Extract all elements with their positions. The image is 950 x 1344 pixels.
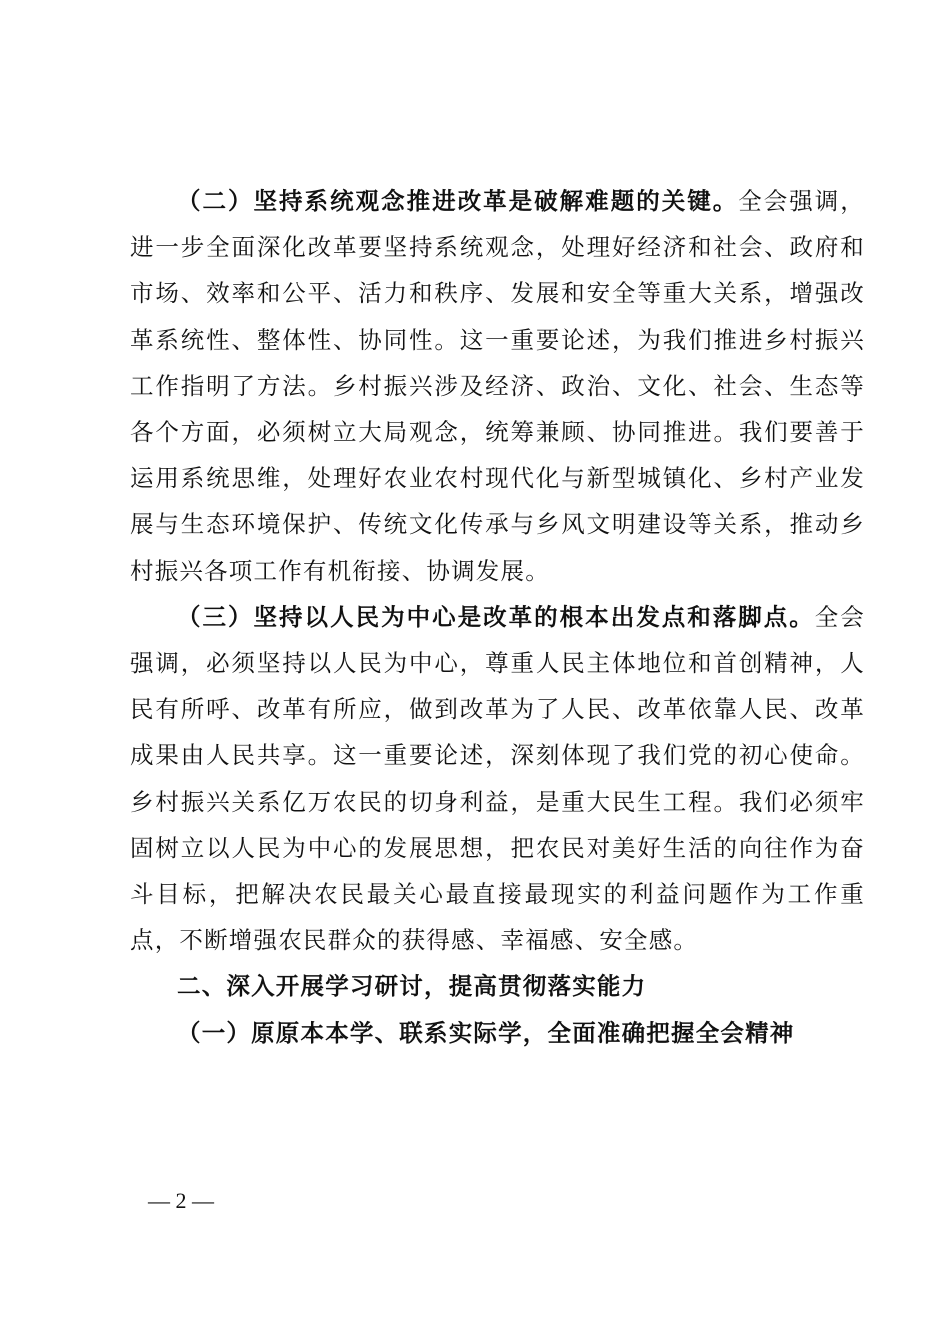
paragraph-3 xyxy=(130,594,865,964)
paragraph-2-lead: （二）坚持系统观念推进改革是破解难题的关键。 xyxy=(177,187,739,215)
paragraph-3-lead: （三）坚持以人民为中心是改革的根本出发点和落脚点。 xyxy=(177,602,815,631)
paragraph-2 xyxy=(130,178,865,594)
paragraph-3-body: 全会强调，必须坚持以人民为中心，尊重人民主体地位和首创精神，人民有所呼、改革有所应，做到改革为了人民、改革依靠人民、改革成果由人民共享。这一重要论述，深刻体现了我们党的初心使命。乡村振兴关系亿万农民的切身利益，是重大民生工程。我们必须牢固树立以人民为中心的发展思想，把农民对美好生活的向往作为奋斗目标，把解决农民最关心最直接最现实的利益问题作为工作重点，不断增强农民群众的获得感、幸福感、安全感。 xyxy=(130,602,866,955)
page-number: — 2 — xyxy=(148,1188,214,1213)
paragraph-2-body: 全会强调，进一步全面深化改革要坚持系统观念，处理好经济和社会、政府和市场、效率和公平、活力和秩序、发展和安全等重大关系，增强改革系统性、整体性、协同性。这一重要论述，为我们推进乡村振兴工作指明了方法。乡村振兴涉及经济、政治、文化、社会、生态等各个方面，必须树立大局观念，统筹兼顾、协同推进。我们要善于运用系统思维，处理好农业农村现代化与新型城镇化、乡村产业发展与生态环境保护、传统文化传承与乡风文明建设等关系，推动乡村振兴各项工作有机衔接、协调发展。 xyxy=(130,187,865,585)
document-body xyxy=(130,178,865,1056)
sub-heading: （一）原原本本学、联系实际学，全面准确把握全会精神 xyxy=(177,1018,795,1047)
section-heading: 二、深入开展学习研讨，提高贯彻落实能力 xyxy=(177,972,647,1001)
